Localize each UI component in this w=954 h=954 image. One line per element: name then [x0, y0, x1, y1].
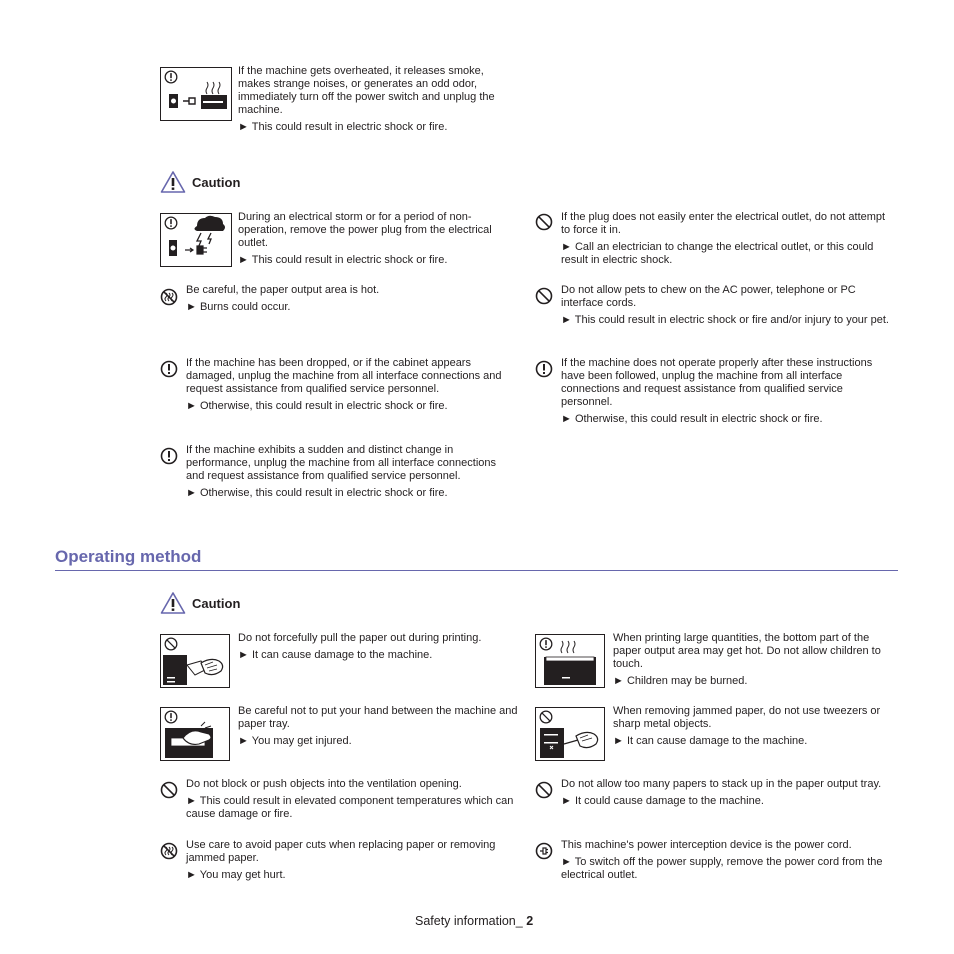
caution-heading-2 — [160, 591, 240, 615]
hand-tray-result: ► You may get injured. — [238, 735, 352, 747]
ventilation-text: Do not block or push objects into the ventilation opening. — [186, 778, 462, 790]
perf-change-text: If the machine exhibits a sudden and distinct change in performance, unplug the machine from all interface connections and request assistance from qualified service personnel. — [186, 444, 497, 482]
dropped-result: ► Otherwise, this could result in electric shock or fire. — [186, 400, 448, 412]
large-quantities-text: When printing large quantities, the bottom part of the paper output area may get hot. Do not allow children to touch. — [613, 632, 881, 670]
prohibit-icon — [535, 213, 553, 231]
stack-result: ► It could cause damage to the machine. — [561, 795, 764, 807]
storm-text: During an electrical storm or for a period of non-operation, remove the power plug from the electrical outlet. — [238, 211, 492, 249]
footer-label: Safety information_ — [415, 914, 523, 928]
plug-force-text: If the plug does not easily enter the electrical outlet, do not attempt to force it in. — [561, 211, 886, 236]
tweezers-text: When removing jammed paper, do not use tweezers or sharp metal objects. — [613, 705, 881, 730]
large-quantities-caution — [613, 632, 893, 688]
pull-paper-result: ► It can cause damage to the machine. — [238, 649, 433, 661]
overheat-warning — [238, 65, 518, 134]
hand-tray-illustration — [160, 707, 230, 761]
perf-change-caution — [186, 444, 506, 500]
plug-force-caution — [561, 211, 891, 267]
paper-cuts-result: ► You may get hurt. — [186, 869, 286, 881]
exclamation-icon — [160, 360, 178, 378]
tweezers-illustration — [535, 707, 605, 761]
power-cord-result: ► To switch off the power supply, remove the power cord from the electrical outlet. — [561, 856, 883, 881]
not-operate-text: If the machine does not operate properly after these instructions have been followed, unplug the machine from all interface connections and request assistance from qualified service personnel. — [561, 357, 873, 408]
caution-label: Caution — [192, 174, 241, 190]
hot-output-text: Be careful, the paper output area is hot. — [186, 284, 380, 296]
pets-caution — [561, 284, 896, 327]
plug-force-result: ► Call an electrician to change the electrical outlet, or this could result in electric shock. — [561, 241, 874, 266]
paper-cuts-text: Use care to avoid paper cuts when replacing paper or removing jammed paper. — [186, 839, 496, 864]
page-number: 2 — [526, 914, 534, 928]
tweezers-result: ► It can cause damage to the machine. — [613, 735, 808, 747]
exclamation-icon — [535, 360, 553, 378]
ventilation-caution — [186, 778, 521, 821]
dropped-caution — [186, 357, 516, 413]
caution-triangle-icon — [160, 591, 186, 615]
overheat-result: ► This could result in electric shock or fire. — [238, 121, 448, 133]
perf-change-result: ► Otherwise, this could result in electric shock or fire. — [186, 487, 448, 499]
storm-illustration — [160, 213, 232, 267]
hot-output-caution — [186, 284, 516, 314]
caution-label: Caution — [192, 595, 241, 611]
storm-result: ► This could result in electric shock or fire. — [238, 254, 448, 266]
power-cord-text: This machine's power interception device is the power cord. — [561, 839, 852, 851]
pets-text: Do not allow pets to chew on the AC power, telephone or PC interface cords. — [561, 284, 856, 309]
page-footer — [415, 914, 533, 928]
hand-tray-caution — [238, 705, 518, 748]
tweezers-caution — [613, 705, 893, 748]
stack-caution — [561, 778, 891, 808]
overheat-illustration — [160, 67, 232, 121]
pull-paper-text: Do not forcefully pull the paper out during printing. — [238, 632, 482, 644]
storm-caution — [238, 211, 508, 267]
ventilation-result: ► This could result in elevated component temperatures which can cause damage or fire. — [186, 795, 514, 820]
not-operate-caution — [561, 357, 886, 426]
hand-tray-text: Be careful not to put your hand between the machine and paper tray. — [238, 705, 518, 730]
plug-icon — [535, 842, 553, 860]
large-quantities-result: ► Children may be burned. — [613, 675, 748, 687]
no-hot-icon — [160, 842, 178, 860]
caution-triangle-icon — [160, 170, 186, 194]
exclamation-icon — [160, 447, 178, 465]
prohibit-icon — [160, 781, 178, 799]
hot-output-result: ► Burns could occur. — [186, 301, 291, 313]
no-hot-icon — [160, 288, 178, 306]
paper-cuts-caution — [186, 839, 521, 882]
not-operate-result: ► Otherwise, this could result in electric shock or fire. — [561, 413, 823, 425]
prohibit-icon — [535, 781, 553, 799]
stack-text: Do not allow too many papers to stack up in the paper output tray. — [561, 778, 882, 790]
section-title: Operating method — [55, 547, 202, 566]
pull-paper-caution — [238, 632, 518, 662]
dropped-text: If the machine has been dropped, or if the cabinet appears damaged, unplug the machine from all interface connections and request assistance from qualified service personnel. — [186, 357, 502, 395]
large-quantities-illustration — [535, 634, 605, 688]
overheat-text: If the machine gets overheated, it releases smoke, makes strange noises, or generates an odd odor, immediately turn off the power switch and unplug the machine. — [238, 65, 495, 116]
prohibit-icon — [535, 287, 553, 305]
section-divider — [55, 570, 898, 571]
power-cord-caution — [561, 839, 896, 882]
caution-heading-1 — [160, 170, 240, 194]
pull-paper-illustration — [160, 634, 230, 688]
pets-result: ► This could result in electric shock or fire and/or injury to your pet. — [561, 314, 889, 326]
